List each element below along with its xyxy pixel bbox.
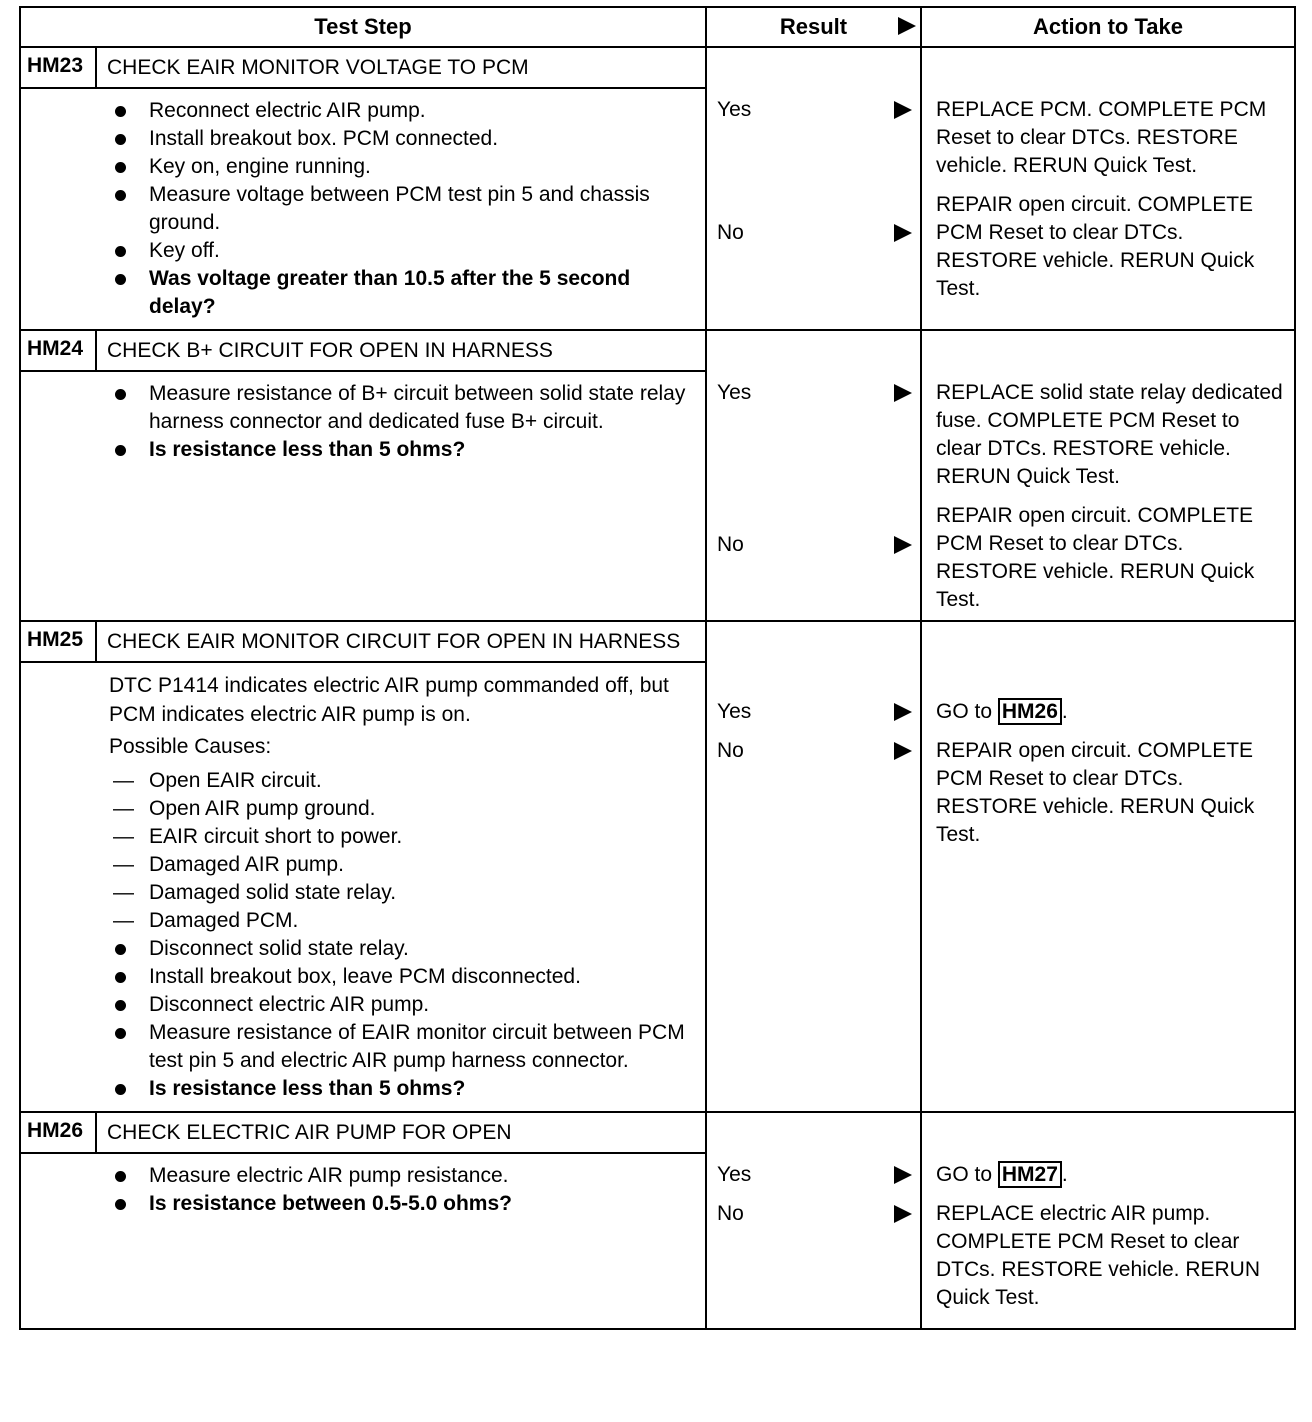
list-item: — Open EAIR circuit. bbox=[109, 767, 695, 795]
diagnostic-table-page bbox=[19, 6, 1294, 1330]
result-no bbox=[717, 531, 912, 559]
step-id: HM23 bbox=[21, 48, 97, 87]
result-yes-label: Yes bbox=[717, 98, 752, 121]
dtc-description: DTC P1414 indicates electric AIR pump commanded off, but PCM indicates electric AIR pump is on. bbox=[109, 674, 669, 726]
result-cell-hm24 bbox=[706, 330, 921, 621]
result-yes bbox=[717, 698, 912, 726]
possible-causes-heading: Possible Causes: bbox=[109, 735, 272, 758]
result-no bbox=[717, 737, 912, 765]
step-id: HM26 bbox=[21, 1113, 97, 1152]
action-list bbox=[109, 1162, 695, 1218]
result-yes bbox=[717, 1161, 912, 1189]
action-cell-hm26 bbox=[921, 1112, 1295, 1329]
list-item: Measure voltage between PCM test pin 5 and chassis ground. bbox=[109, 181, 695, 237]
yes-action-text: GO to HM26 . bbox=[936, 700, 1068, 723]
action-cell-hm24 bbox=[921, 330, 1295, 621]
result-cell-hm23 bbox=[706, 47, 921, 330]
test-step-cell-hm24 bbox=[20, 330, 706, 621]
causes-list bbox=[109, 767, 695, 935]
action-list bbox=[109, 935, 695, 1103]
action-cell-hm25 bbox=[921, 621, 1295, 1112]
result-no bbox=[717, 1200, 912, 1228]
arrow-right-icon bbox=[894, 742, 912, 760]
test-question: Is resistance less than 5 ohms? bbox=[109, 436, 695, 464]
test-step-cell-hm23 bbox=[20, 47, 706, 330]
action-cell-hm23 bbox=[921, 47, 1295, 330]
list-item: Key on, engine running. bbox=[109, 153, 695, 181]
yes-action-text: REPLACE PCM. COMPLETE PCM Reset to clear DTCs. RESTORE vehicle. RERUN Quick Test. bbox=[936, 98, 1267, 177]
arrow-right-icon bbox=[894, 1166, 912, 1184]
step-id: HM24 bbox=[21, 331, 97, 370]
header-result-label: Result bbox=[779, 14, 848, 39]
list-item: — Open AIR pump ground. bbox=[109, 795, 695, 823]
list-item: — Damaged AIR pump. bbox=[109, 851, 695, 879]
result-no bbox=[717, 219, 912, 247]
step-header-hm23 bbox=[21, 48, 705, 89]
no-action-text: REPLACE electric AIR pump. COMPLETE PCM Reset to clear DTCs. RESTORE vehicle. RERUN Quick Test. bbox=[936, 1202, 1261, 1309]
table-header-row bbox=[20, 7, 1295, 47]
list-item: — Damaged solid state relay. bbox=[109, 879, 695, 907]
step-title: CHECK ELECTRIC AIR PUMP FOR OPEN bbox=[107, 1121, 512, 1144]
list-item: Install breakout box. PCM connected. bbox=[109, 125, 695, 153]
no-action-text: REPAIR open circuit. COMPLETE PCM Reset to clear DTCs. RESTORE vehicle. RERUN Quick Test. bbox=[936, 504, 1255, 611]
result-yes-label: Yes bbox=[717, 1163, 752, 1186]
no-action-text: REPAIR open circuit. COMPLETE PCM Reset to clear DTCs. RESTORE vehicle. RERUN Quick Test. bbox=[936, 739, 1255, 846]
step-title: CHECK EAIR MONITOR VOLTAGE TO PCM bbox=[107, 56, 529, 79]
arrow-right-icon bbox=[894, 703, 912, 721]
result-no-label: No bbox=[717, 221, 744, 244]
table-row-hm23 bbox=[20, 47, 1295, 330]
list-item: — EAIR circuit short to power. bbox=[109, 823, 695, 851]
list-item: Disconnect electric AIR pump. bbox=[109, 991, 695, 1019]
list-item: Key off. bbox=[109, 237, 695, 265]
test-step-cell-hm26 bbox=[20, 1112, 706, 1329]
step-id: HM25 bbox=[21, 622, 97, 661]
no-action-text: REPAIR open circuit. COMPLETE PCM Reset to clear DTCs. RESTORE vehicle. RERUN Quick Test. bbox=[936, 193, 1255, 300]
arrow-right-icon bbox=[894, 536, 912, 554]
result-cell-hm25 bbox=[706, 621, 921, 1112]
step-header-hm26 bbox=[21, 1113, 705, 1154]
list-item: Measure electric AIR pump resistance. bbox=[109, 1162, 695, 1190]
list-item: Disconnect solid state relay. bbox=[109, 935, 695, 963]
action-list bbox=[109, 380, 695, 464]
step-header-hm25 bbox=[21, 622, 705, 663]
result-yes-label: Yes bbox=[717, 700, 752, 723]
result-no-label: No bbox=[717, 1202, 744, 1225]
list-item: Measure resistance of B+ circuit between solid state relay harness connector and dedicated fuse B+ circuit. bbox=[109, 380, 695, 436]
table-row-hm24 bbox=[20, 330, 1295, 621]
yes-action-text: GO to HM27 . bbox=[936, 1163, 1068, 1186]
arrow-right-icon bbox=[894, 384, 912, 402]
result-yes bbox=[717, 379, 912, 407]
header-test-step: Test Step bbox=[20, 7, 706, 47]
header-action: Action to Take bbox=[921, 7, 1295, 47]
yes-action-text: REPLACE solid state relay dedicated fuse. COMPLETE PCM Reset to clear DTCs. RESTORE vehicle. RERUN Quick Test. bbox=[936, 381, 1283, 488]
arrow-right-icon bbox=[898, 17, 916, 35]
step-reference-link[interactable]: HM27 bbox=[998, 1161, 1062, 1188]
header-result bbox=[706, 7, 921, 47]
step-title: CHECK EAIR MONITOR CIRCUIT FOR OPEN IN HARNESS bbox=[107, 630, 681, 653]
test-step-cell-hm25 bbox=[20, 621, 706, 1112]
step-reference-link[interactable]: HM26 bbox=[998, 698, 1062, 725]
go-to-prefix: GO to bbox=[936, 700, 993, 723]
arrow-right-icon bbox=[894, 101, 912, 119]
result-cell-hm26 bbox=[706, 1112, 921, 1329]
test-question: Is resistance between 0.5-5.0 ohms? bbox=[109, 1190, 695, 1218]
go-to-prefix: GO to bbox=[936, 1163, 993, 1186]
pinpoint-test-table bbox=[19, 6, 1296, 1330]
result-no-label: No bbox=[717, 533, 744, 556]
list-item: Reconnect electric AIR pump. bbox=[109, 97, 695, 125]
table-row-hm25 bbox=[20, 621, 1295, 1112]
arrow-right-icon bbox=[894, 224, 912, 242]
test-question: Was voltage greater than 10.5 after the 5 second delay? bbox=[109, 265, 695, 321]
list-item: Install breakout box, leave PCM disconnected. bbox=[109, 963, 695, 991]
step-header-hm24 bbox=[21, 331, 705, 372]
arrow-right-icon bbox=[894, 1205, 912, 1223]
list-item: Measure resistance of EAIR monitor circuit between PCM test pin 5 and electric AIR pump harness connector. bbox=[109, 1019, 695, 1075]
step-title: CHECK B+ CIRCUIT FOR OPEN IN HARNESS bbox=[107, 339, 553, 362]
table-row-hm26 bbox=[20, 1112, 1295, 1329]
test-question: Is resistance less than 5 ohms? bbox=[109, 1075, 695, 1103]
list-item: — Damaged PCM. bbox=[109, 907, 695, 935]
action-list bbox=[109, 97, 695, 321]
result-yes-label: Yes bbox=[717, 381, 752, 404]
result-no-label: No bbox=[717, 739, 744, 762]
result-yes bbox=[717, 96, 912, 124]
